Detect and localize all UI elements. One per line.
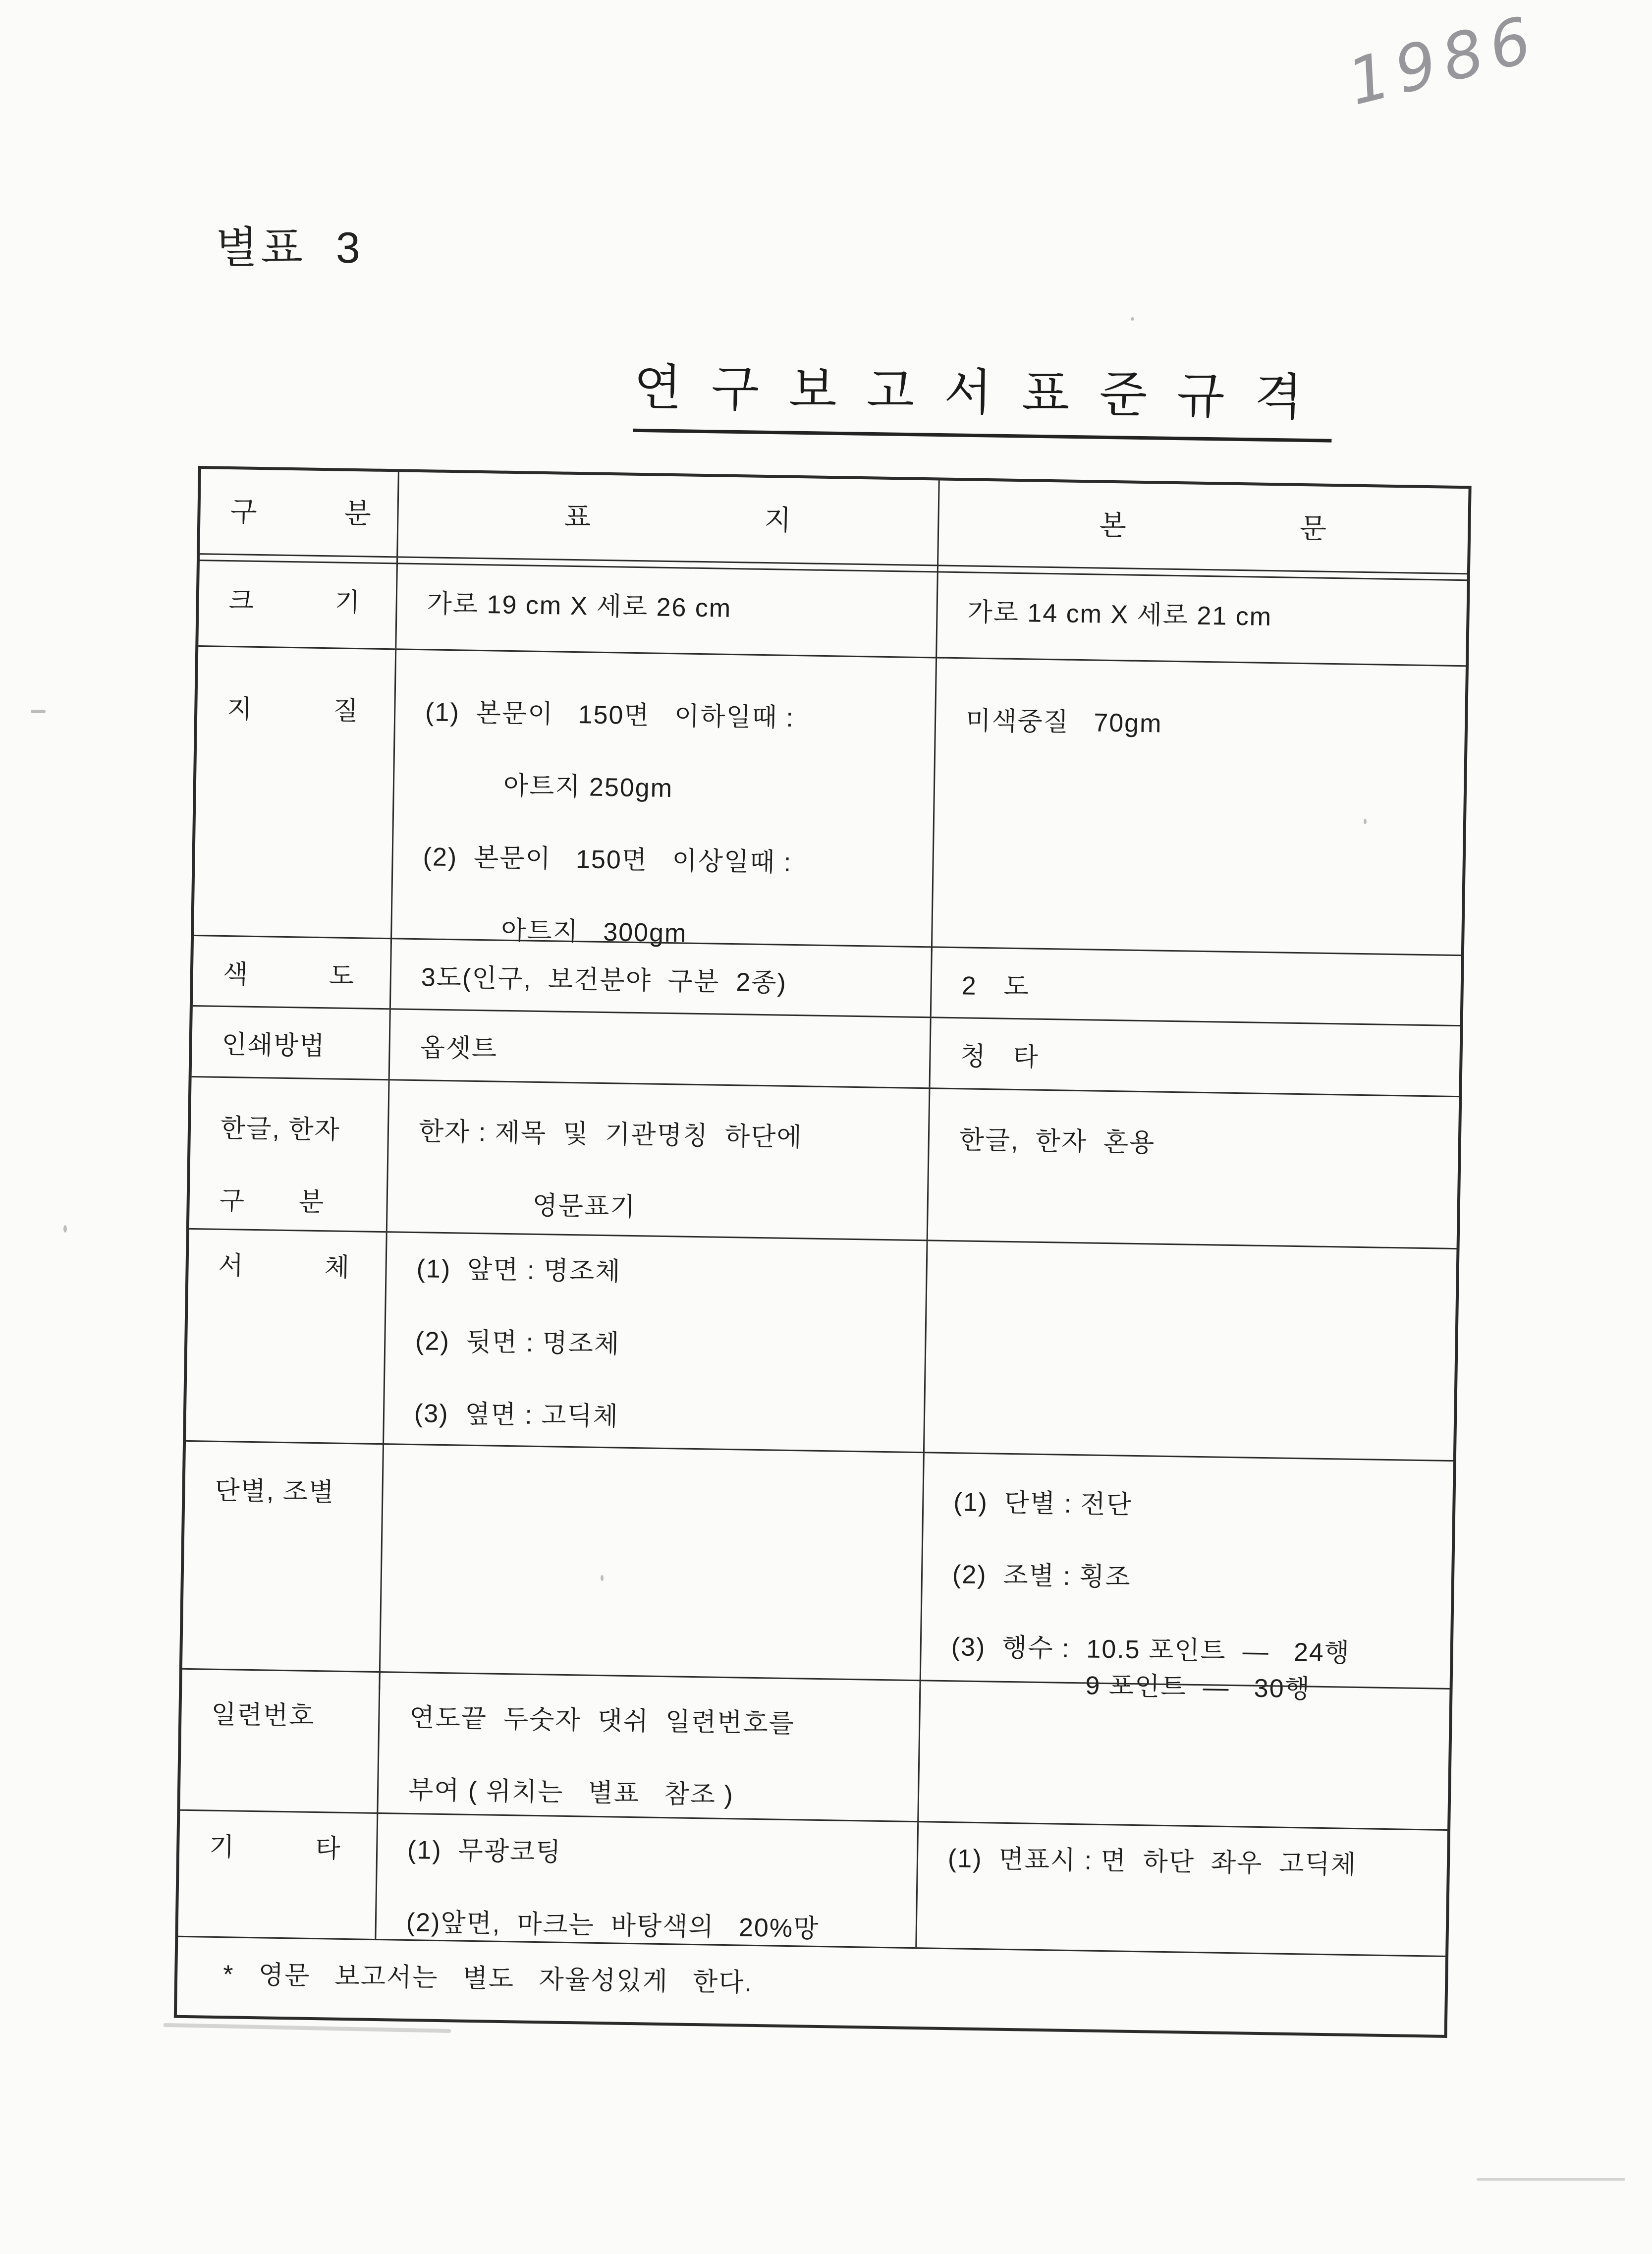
cell-line: 청 타 bbox=[960, 1042, 1040, 1072]
cover-cell bbox=[386, 1080, 929, 1240]
scan-smudge bbox=[1477, 2178, 1625, 2181]
row-label: 단별, 조별 bbox=[215, 1476, 335, 1507]
body-cell bbox=[931, 658, 1466, 960]
cell-line: (1) 본문이 150면 이하일때 : bbox=[425, 698, 795, 733]
row-label: 크 기 bbox=[228, 586, 361, 618]
row-label: 인쇄방법 bbox=[221, 1030, 326, 1061]
scan-speck bbox=[63, 1225, 67, 1233]
cell-line: 9 포인트 — 30행 bbox=[1085, 1671, 1311, 1704]
cover-cell bbox=[388, 1010, 930, 1087]
report-spec-table bbox=[174, 466, 1472, 2038]
body-cell bbox=[917, 1681, 1449, 1829]
body-cell bbox=[929, 1018, 1460, 1096]
table-row-typeface bbox=[186, 1228, 1456, 1460]
cell-line: 한자 : 제목 및 기관명칭 하단에 bbox=[418, 1117, 803, 1152]
cell-line: 가로 14 cm X 세로 21 cm bbox=[967, 598, 1272, 632]
cell-line: (1) 단별 : 전단 bbox=[953, 1488, 1133, 1520]
title-block bbox=[606, 347, 1360, 443]
cell-line: (3) 옆면 : 고딕체 bbox=[414, 1399, 619, 1431]
header-cover: 표 지 bbox=[396, 472, 938, 564]
table-row-hangul-hanja bbox=[189, 1076, 1459, 1248]
table-row-columns-rows bbox=[182, 1440, 1453, 1704]
cell-line: (1) 면표시 : 면 하단 좌우 고딕체 bbox=[947, 1844, 1357, 1880]
table-row-paper bbox=[194, 645, 1466, 955]
header-body: 본 문 bbox=[937, 480, 1469, 573]
cell-line: 미색중질 70gm bbox=[965, 706, 1162, 738]
row-label: 일련번호 bbox=[211, 1700, 315, 1731]
appendix-label: 별표 3 bbox=[216, 223, 363, 272]
body-cell bbox=[915, 1822, 1447, 1956]
footnote-text: * 영문 보고서는 별도 자율성있게 한다. bbox=[222, 1960, 753, 1997]
cover-cell bbox=[375, 1814, 917, 1947]
cell-line: 연도끝 두숫자 댓쉬 일련번호를 bbox=[409, 1703, 795, 1739]
cell-line: 영문표기 bbox=[532, 1191, 637, 1222]
cell-line: 아트지 300gm bbox=[500, 916, 687, 948]
scan-speck bbox=[31, 710, 46, 713]
cell-line: (1) 앞면 : 명조체 bbox=[416, 1254, 621, 1287]
cover-cell bbox=[377, 1673, 919, 1821]
scan-speck bbox=[1131, 317, 1134, 321]
label-line: 한글, 한자 bbox=[220, 1114, 341, 1145]
header-category: 구 분 bbox=[230, 496, 373, 529]
cell-line: (2) 조별 : 횡조 bbox=[952, 1560, 1132, 1592]
cell-line: 2 도 bbox=[961, 971, 1030, 1002]
cover-cell bbox=[383, 1233, 927, 1452]
cover-cell bbox=[395, 558, 937, 657]
cell-line: (1) 무광코팅 bbox=[407, 1835, 562, 1867]
cover-cell bbox=[390, 650, 936, 952]
row-label: 기 타 bbox=[209, 1832, 342, 1863]
label-line: 구 분 bbox=[219, 1186, 325, 1217]
cell-line: 부여 ( 위치는 별표 참조 ) bbox=[408, 1775, 734, 1810]
cell-line: 가로 19 cm X 세로 26 cm bbox=[427, 589, 732, 623]
scan-speck bbox=[1364, 819, 1367, 824]
table-row-etc bbox=[178, 1809, 1447, 1956]
cell-line: (2) 뒷면 : 명조체 bbox=[415, 1327, 620, 1359]
page-title: 연구보고서표준규격 bbox=[633, 347, 1333, 443]
handwritten-year: 1986 bbox=[1340, 1, 1546, 120]
cover-cell bbox=[389, 939, 931, 1016]
scan-speck bbox=[601, 1575, 604, 1581]
body-cell bbox=[930, 948, 1461, 1025]
cell-line: 아트지 250gm bbox=[503, 771, 673, 803]
body-cell bbox=[919, 1453, 1453, 1706]
row-label bbox=[189, 1077, 388, 1231]
body-cell bbox=[927, 1089, 1459, 1248]
cell-line: (2)앞면, 마크는 바탕색의 20%망 bbox=[406, 1908, 820, 1944]
body-cell bbox=[923, 1241, 1457, 1460]
body-cell bbox=[936, 566, 1467, 665]
row-label: 서 체 bbox=[218, 1251, 351, 1283]
cover-cell bbox=[379, 1445, 923, 1698]
scan-smudge bbox=[164, 2023, 451, 2033]
table-row-serial-number bbox=[180, 1668, 1449, 1829]
cell-line: (3) 행수 : 10.5 포인트 — 24행 bbox=[951, 1633, 1351, 1668]
cell-line: 한글, 한자 혼용 bbox=[959, 1126, 1156, 1158]
row-label: 지 질 bbox=[226, 694, 360, 726]
cell-line: (2) 본문이 150면 이상일때 : bbox=[423, 843, 792, 877]
cell-line: 옵셋트 bbox=[420, 1033, 498, 1064]
cell-line: 3도(인구, 보건분야 구분 2종) bbox=[421, 963, 787, 998]
row-label: 색 도 bbox=[222, 959, 355, 991]
